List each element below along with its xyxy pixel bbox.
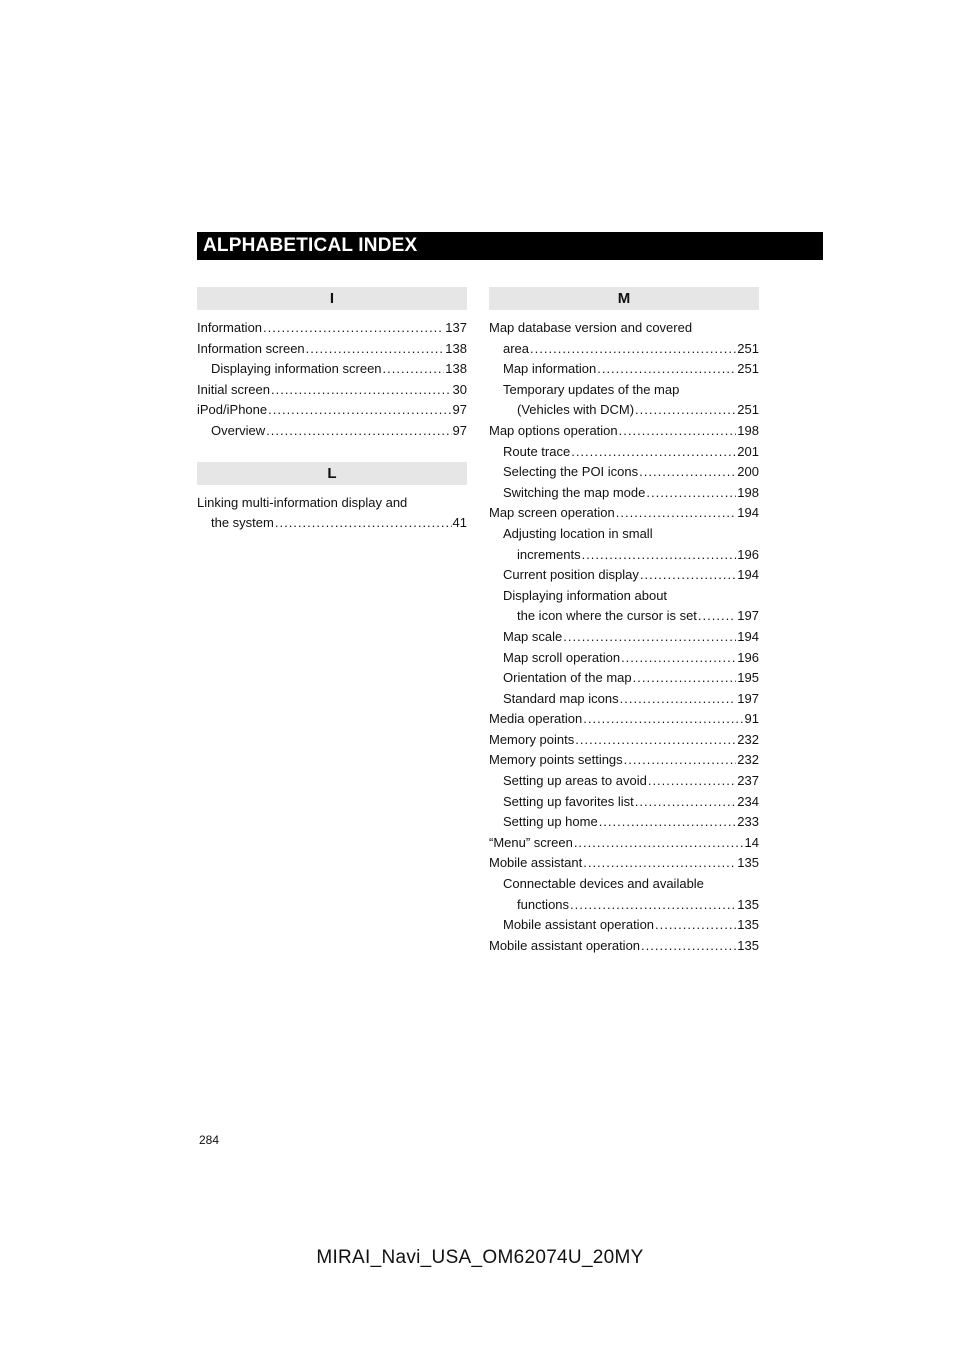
entry-page-ref: 198 [737,422,759,438]
index-subentry[interactable] [489,648,759,669]
dot-leader [698,606,736,627]
entry-text: Standard map icons [503,690,619,706]
entry-text: Map screen operation [489,505,615,521]
entry-text: Map scroll operation [503,649,621,665]
entry-list [489,318,759,956]
index-entry[interactable] [489,833,759,854]
entry-page-ref: 251 [737,340,759,356]
entry-text: Map information [503,361,597,377]
entry-text: Displaying information screen [211,361,382,377]
document-code: MIRAI_Navi_USA_OM62074U_20MY [316,1247,644,1268]
entry-text: Temporary updates of the map [503,381,680,397]
index-subentry[interactable] [489,812,759,833]
entry-page-ref: 234 [737,793,759,809]
dot-leader [582,545,737,566]
index-subentry[interactable] [489,792,759,813]
index-subentry[interactable] [489,462,759,483]
entry-page-ref: 198 [737,484,759,500]
dot-leader [639,462,736,483]
section-letter-heading: M [489,287,759,310]
entry-text: Connectable devices and available [503,876,704,892]
section-letter-heading: I [197,287,467,310]
index-entry[interactable] [197,493,467,534]
dot-leader [646,483,736,504]
entry-text: increments [517,546,581,562]
entry-text: Displaying information about [503,587,668,603]
index-entry[interactable] [197,380,467,401]
entry-text: Memory points [489,731,575,747]
entry-page-ref: 135 [737,855,759,871]
entry-page-ref: 196 [737,546,759,562]
dot-leader [597,359,736,380]
entry-text: functions [517,896,570,912]
entry-text: Setting up areas to avoid [503,773,647,789]
entry-page-ref: 135 [737,896,759,912]
dot-leader [583,853,736,874]
dot-leader [383,359,445,380]
entry-page-ref: 138 [445,361,467,377]
dot-leader [271,380,452,401]
entry-text: Setting up home [503,814,598,830]
index-section [197,287,467,442]
entry-page-ref: 197 [737,608,759,624]
entry-page-ref: 196 [737,649,759,665]
entry-text: Linking multi-information display and [197,494,408,510]
dot-leader [570,895,736,916]
index-entry[interactable] [197,400,467,421]
right-column [489,287,759,956]
entry-text: Information screen [197,340,305,356]
dot-leader [620,689,737,710]
entry-page-ref: 251 [737,402,759,418]
entry-text: Setting up favorites list [503,793,634,809]
entry-page-ref: 197 [737,690,759,706]
entry-text: Selecting the POI icons [503,464,639,480]
entry-text: Route trace [503,443,571,459]
entry-text: Mobile assistant [489,855,583,871]
entry-text: Mobile assistant operation [503,917,655,933]
dot-leader [635,400,736,421]
entry-text: Map database version and covered [489,320,693,335]
dot-leader [266,421,451,442]
header-bar [197,232,823,260]
index-entry[interactable] [489,421,759,442]
entry-page-ref: 194 [737,567,759,583]
dot-leader [621,648,736,669]
index-subentry[interactable] [197,359,467,380]
index-entry[interactable] [489,503,759,524]
entry-text: “Menu” screen [489,834,573,850]
entry-page-ref: 30 [452,381,467,397]
dot-leader [268,400,451,421]
entry-page-ref: 97 [452,402,467,418]
dot-leader [616,503,737,524]
entry-page-ref: 135 [737,917,759,933]
dot-leader [641,936,736,957]
entry-text: Initial screen [197,381,270,397]
dot-leader [263,318,444,339]
entry-page-ref: 233 [737,814,759,830]
index-entry[interactable] [489,936,759,957]
index-section [197,462,467,534]
entry-page-ref: 97 [452,422,467,438]
section-letter-heading: L [197,462,467,485]
entry-page-ref: 194 [737,628,759,644]
index-subentry[interactable] [489,915,759,936]
entry-page-ref: 194 [737,505,759,521]
entry-list [197,493,467,534]
entry-text: Mobile assistant operation [489,937,641,953]
entry-page-ref: 232 [737,752,759,768]
entry-text: Current position display [503,567,639,583]
index-entry[interactable] [489,853,759,874]
entry-page-ref: 138 [445,340,467,356]
entry-text: Information [197,320,263,335]
page-number: 284 [199,1133,220,1147]
dot-leader [575,730,736,751]
entry-page-ref: 201 [737,443,759,459]
dot-leader [275,513,452,534]
dot-leader [635,792,737,813]
entry-text: Switching the map mode [503,484,646,500]
dot-leader [574,833,744,854]
entry-page-ref: 14 [744,834,759,850]
index-subentry[interactable] [489,771,759,792]
index-subentry[interactable] [489,359,759,380]
index-entry[interactable] [489,709,759,730]
index-entry[interactable] [197,339,467,360]
dot-leader [655,915,736,936]
entry-page-ref: 41 [452,515,467,531]
entry-text: the system [211,515,274,531]
index-subentry[interactable] [489,483,759,504]
entry-page-ref: 91 [744,711,759,727]
entry-text: Overview [211,422,266,438]
index-section [489,287,759,956]
entry-page-ref: 232 [737,731,759,747]
index-entry[interactable] [489,730,759,751]
dot-leader [633,668,737,689]
index-subentry[interactable] [489,627,759,648]
dot-leader [624,750,737,771]
index-entry[interactable] [489,750,759,771]
left-column [197,287,467,534]
dot-leader [530,339,736,360]
entry-list [197,318,467,442]
entry-text: Memory points settings [489,752,623,768]
entry-text: iPod/iPhone [197,402,268,418]
index-subentry[interactable] [489,380,759,421]
entry-page-ref: 237 [737,773,759,789]
entry-page-ref: 137 [445,320,467,335]
index-subentry[interactable] [489,442,759,463]
index-subentry[interactable] [489,668,759,689]
entry-text: Adjusting location in small [503,525,653,541]
entry-text: Orientation of the map [503,670,632,686]
index-subentry[interactable] [489,874,759,915]
index-entry[interactable] [489,318,759,359]
index-entry[interactable] [197,318,467,339]
entry-text: area [503,340,530,356]
index-subentry[interactable] [489,565,759,586]
entry-page-ref: 135 [737,937,759,953]
dot-leader [648,771,736,792]
entry-text: Map scale [503,628,563,644]
index-subentry[interactable] [489,586,759,627]
entry-text: the icon where the cursor is set [517,608,697,624]
entry-text: (Vehicles with DCM) [517,402,635,418]
dot-leader [640,565,736,586]
dot-leader [571,442,736,463]
index-subentry[interactable] [489,524,759,565]
dot-leader [583,709,743,730]
entry-page-ref: 251 [737,361,759,377]
entry-text: Map options operation [489,422,618,438]
entry-text: Media operation [489,711,583,727]
dot-leader [306,339,445,360]
entry-page-ref: 200 [737,464,759,480]
dot-leader [619,421,737,442]
dot-leader [599,812,737,833]
entry-page-ref: 195 [737,670,759,686]
index-subentry[interactable] [489,689,759,710]
index-subentry[interactable] [197,421,467,442]
dot-leader [563,627,736,648]
page-title: ALPHABETICAL INDEX [203,235,418,256]
